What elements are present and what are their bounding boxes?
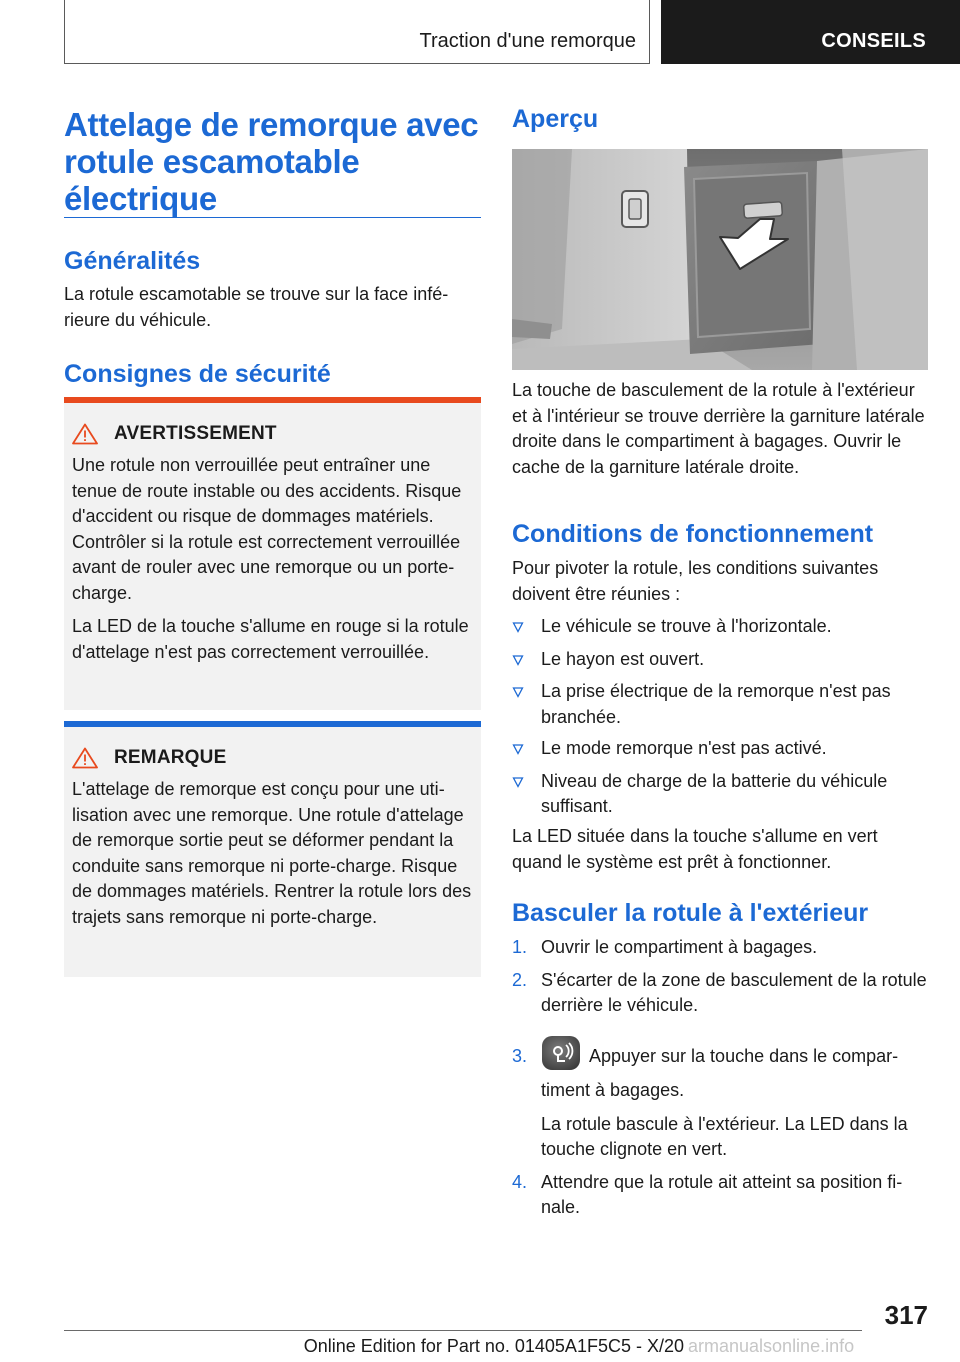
step-number: 2. <box>512 969 528 990</box>
list-item <box>512 968 928 1019</box>
heading-general: Généralités <box>64 247 201 275</box>
header-frame-left <box>64 0 65 64</box>
triangle-bullet-icon <box>512 614 541 641</box>
step-number: 3. <box>512 1045 528 1066</box>
note-paragraph: L'attelage de remorque est conçu pour une utilisation avec une remorque. Une rotule d'attelage de remorque sortie peut se déformer pendant la conduite sans remorque ni porte-charge. Risque de dommages matériels. Rentrer la rotule lors des trajets sans remorque ni porte-charge. <box>72 779 472 927</box>
footer-watermark: armanualsonline.info <box>688 1336 855 1356</box>
list-item <box>512 935 928 961</box>
heading-overview: Aperçu <box>512 105 599 133</box>
step-text: S'écarter de la zone de basculement de la rotule derrière le véhicule. <box>541 969 927 1015</box>
section-label: CONSEILS <box>821 30 926 52</box>
conditions-intro: Pour pivoter la rotule, les conditions suivantes doivent être réunies : <box>512 558 879 604</box>
warning-box <box>64 403 481 710</box>
list-item <box>512 1035 928 1163</box>
header-frame-right <box>649 0 650 64</box>
chapter-title: Traction d'une remorque <box>419 30 636 52</box>
trailer-hitch-button-icon <box>541 1035 581 1079</box>
step-extra-text: La rotule bascule à l'extérieur. La LED dans la touche clignote en vert. <box>541 1113 908 1159</box>
list-item <box>512 679 928 730</box>
condition-text: Le véhicule se trouve à l'horizontale. <box>541 616 832 636</box>
warning-triangle-icon <box>72 422 108 446</box>
note-title: REMARQUE <box>114 747 227 768</box>
warning-triangle-icon <box>72 746 108 770</box>
page-number: 317 <box>884 1300 928 1330</box>
conditions-list <box>512 614 928 820</box>
note-box <box>64 727 481 977</box>
steps-list <box>512 935 928 1221</box>
footer-edition: Online Edition for Part no. 01405A1F5C5 - X/20 <box>303 1336 684 1356</box>
list-item <box>512 736 928 763</box>
warning-title: AVERTISSEMENT <box>114 423 277 444</box>
step-text: Attendre que la rotule ait atteint sa position finale. <box>541 1171 903 1217</box>
warning-paragraph: La LED de la touche s'allume en rouge si la rotule d'attelage n'est pas correctement verrouillée. <box>72 616 469 662</box>
heading-safety: Consignes de sécurité <box>64 360 331 388</box>
title-rule <box>64 217 481 218</box>
warning-paragraph: Une rotule non verrouillée peut entraîner une tenue de route instable ou des accidents. Risque d'accident ou risque de dommages matériels. Contrôler si la rotule est correctement verrouillée avant de rouler avec une remorque ou un porte-charge. <box>72 455 462 603</box>
triangle-bullet-icon <box>512 679 541 730</box>
heading-conditions: Conditions de fonctionnement <box>512 520 874 548</box>
list-item <box>512 1170 928 1221</box>
condition-text: Le hayon est ouvert. <box>541 648 705 669</box>
general-text: La rotule escamotable se trouve sur la face inférieure du véhicule. <box>64 284 449 330</box>
overview-text: La touche de basculement de la rotule à l'extérieur et à l'intérieur se trouve derrière la garniture latérale droite dans le compartiment à bagages. Ouvrir le cache de la garniture latérale droite. <box>512 380 925 477</box>
conditions-outro: La LED située dans la touche s'allume en vert quand le système est prêt à fonctionner. <box>512 826 878 872</box>
triangle-bullet-icon <box>512 769 541 820</box>
step-number: 4. <box>512 1171 528 1192</box>
condition-text: Niveau de charge de la batterie du véhicule suffisant. <box>541 770 888 816</box>
header-frame-bottom <box>64 63 650 64</box>
trunk-photo <box>512 149 928 370</box>
step-text: Appuyer sur la touche dans le compartiment à bagages. <box>541 1045 899 1100</box>
footer-rule <box>64 1330 862 1331</box>
triangle-bullet-icon <box>512 736 541 763</box>
step-number: 1. <box>512 937 528 957</box>
heading-swing-out: Basculer la rotule à l'extérieur <box>512 899 869 927</box>
list-item <box>512 614 928 641</box>
condition-text: La prise électrique de la remorque n'est pas branchée. <box>541 681 891 727</box>
triangle-bullet-icon <box>512 647 541 674</box>
step-text: Ouvrir le compartiment à bagages. <box>541 937 818 957</box>
page-title: Attelage de remorque avec rotule escamotable électrique <box>64 106 479 217</box>
list-item <box>512 647 928 674</box>
condition-text: Le mode remorque n'est pas activé. <box>541 738 827 758</box>
list-item <box>512 769 928 820</box>
